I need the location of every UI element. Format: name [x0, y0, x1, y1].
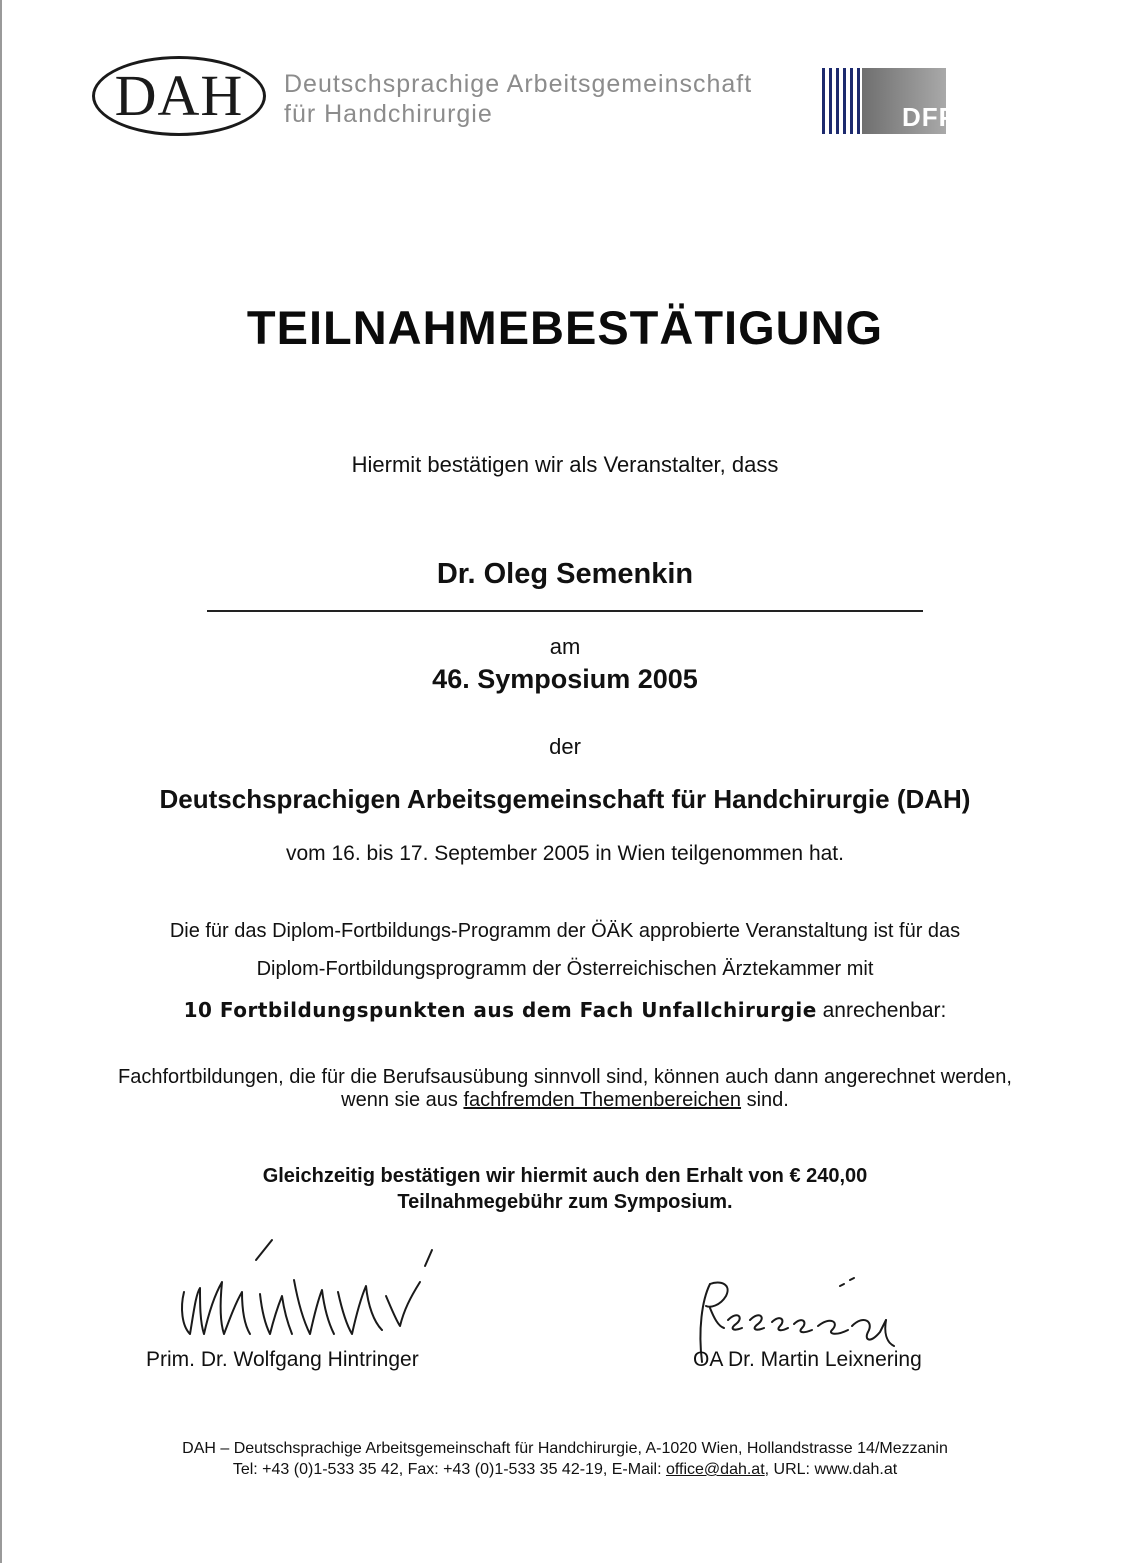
approval-line-2: Diplom-Fortbildungsprogramm der Österreichischen Ärztekammer mit [256, 958, 874, 980]
footer-contact [0, 1461, 1124, 1479]
event-name: 46. Symposium 2005 [432, 664, 698, 694]
footer-contact-pre: Tel: +43 (0)1-533 35 42, Fax: +43 (0)1-533 35 42-19, E-Mail: [232, 1461, 666, 1478]
dfp-logo [822, 68, 957, 134]
certificate-title: TEILNAHMEBESTÄTIGUNG [246, 301, 884, 354]
fee-line-1: Gleichzeitig bestätigen wir hiermit auch den Erhalt von € 240,00 [262, 1165, 868, 1187]
signature-left [170, 1230, 440, 1350]
note-line-2 [0, 1089, 1124, 1112]
org-name-line-1: Deutschsprachige Arbeitsgemeinschaft [284, 70, 753, 98]
org-name-line-2: für Handchirurgie [284, 100, 493, 128]
der-text: der [549, 734, 581, 759]
dfp-logo-text: DFP [902, 102, 957, 132]
dah-logo [92, 56, 266, 136]
event-dates: vom 16. bis 17. September 2005 in Wien teilgenommen hat. [286, 842, 844, 865]
recipient-underline [207, 610, 923, 612]
footer-address: DAH – Deutschsprachige Arbeitsgemeinschaft für Handchirurgie, A-1020 Wien, Hollandstrasse 14/Mezzanin [182, 1440, 948, 1457]
note-line-2-post: sind. [741, 1089, 789, 1111]
am-text: am [549, 634, 581, 659]
footer-contact-post: , URL: www.dah.at [764, 1461, 898, 1478]
dfp-logo-box [862, 68, 957, 134]
footer-email-link[interactable]: office@dah.at [665, 1461, 765, 1478]
points-line [0, 998, 1124, 1023]
note-line-1: Fachfortbildungen, die für die Berufsausübung sinnvoll sind, können auch dann angerechnet werden, [118, 1066, 1012, 1088]
note-line-2-pre: wenn sie aus [341, 1089, 464, 1111]
note-line-2-underlined: fachfremden Themenbereichen [463, 1089, 742, 1111]
points-rest-text: anrechenbar: [816, 999, 947, 1022]
intro-text: Hiermit bestätigen wir als Veranstalter, dass [351, 452, 779, 477]
signer-right-name: OA Dr. Martin Leixnering [693, 1348, 922, 1371]
points-bold-text: 10 Fortbildungspunkten aus dem Fach Unfallchirurgie [183, 998, 817, 1022]
fee-line-2: Teilnahmegebühr zum Symposium. [397, 1191, 733, 1213]
recipient-name: Dr. Oleg Semenkin [436, 558, 694, 590]
society-name: Deutschsprachigen Arbeitsgemeinschaft für Handchirurgie (DAH) [159, 784, 971, 814]
signer-left-name: Prim. Dr. Wolfgang Hintringer [146, 1348, 419, 1371]
dah-logo-text: DAH [114, 63, 244, 128]
page-edge [0, 0, 2, 1563]
approval-line-1: Die für das Diplom-Fortbildungs-Programm der ÖÄK approbierte Veranstaltung ist für das [169, 920, 961, 942]
